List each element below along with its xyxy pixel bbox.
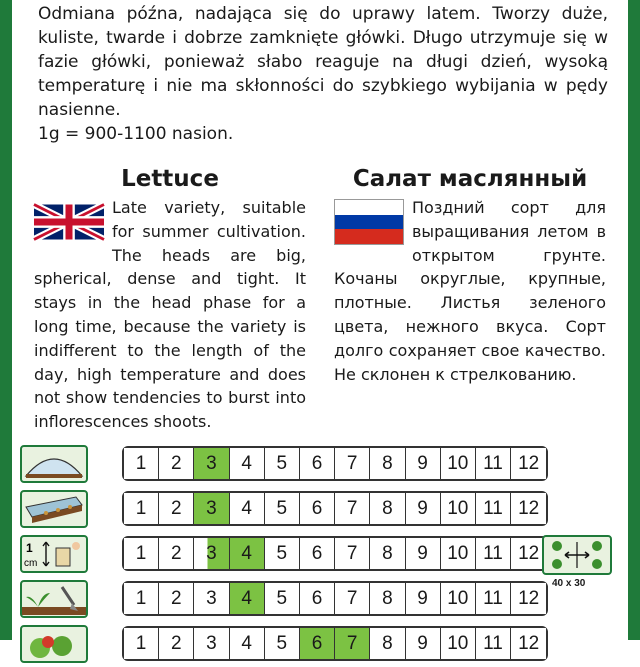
month-cell: 5	[265, 538, 300, 569]
calendar-row	[20, 622, 540, 665]
russian-section	[334, 166, 606, 386]
month-cell: 8	[370, 583, 405, 614]
month-cell: 10	[441, 538, 476, 569]
month-cell: 10	[441, 493, 476, 524]
month-cell: 12	[511, 583, 546, 614]
month-cell: 4	[230, 583, 265, 614]
month-cell: 9	[406, 628, 441, 659]
plant-spacing-icon	[542, 535, 612, 575]
month-cell: 5	[265, 493, 300, 524]
month-cell: 7	[335, 538, 370, 569]
month-cell: 12	[511, 628, 546, 659]
month-cell: 1	[124, 628, 159, 659]
month-cell: 4	[230, 628, 265, 659]
left-border	[0, 0, 12, 640]
month-cell: 9	[406, 538, 441, 569]
month-cell: 6	[300, 448, 335, 479]
russia-flag-icon	[334, 199, 404, 245]
month-cell: 4	[230, 538, 265, 569]
month-cell: 11	[476, 538, 511, 569]
month-cell: 12	[511, 538, 546, 569]
month-cell: 9	[406, 493, 441, 524]
month-cell: 1	[124, 448, 159, 479]
english-body: Late variety, suitable for summer cultivation. The heads are big, spherical, dense and tight. It stays in the head phase for a long time, because the variety is indifferent to the length of the day, high temperature and does not show tendencies to burst into inflorescences shoots.	[34, 198, 306, 432]
month-cell: 10	[441, 583, 476, 614]
month-cell: 6	[300, 493, 335, 524]
calendar-row	[20, 442, 540, 485]
growing-calendar	[20, 442, 540, 667]
month-cell: 11	[476, 448, 511, 479]
month-cell: 11	[476, 628, 511, 659]
month-cell: 5	[265, 448, 300, 479]
month-cell: 2	[159, 448, 194, 479]
greenhouse-sowing-icon	[20, 445, 88, 483]
sowing-depth-icon	[20, 535, 88, 573]
month-cell: 1	[124, 583, 159, 614]
harvest-icon	[20, 625, 88, 663]
uk-flag-icon	[34, 199, 104, 245]
english-title: Lettuce	[121, 166, 219, 192]
month-cell: 1	[124, 493, 159, 524]
month-cell: 8	[370, 628, 405, 659]
svg-text:cm: cm	[24, 557, 38, 569]
month-cell: 7	[335, 628, 370, 659]
month-cell: 8	[370, 493, 405, 524]
polish-body: Odmiana późna, nadająca się do uprawy latem. Tworzy duże, kuliste, twarde i dobrze zamknięte główki. Długo utrzymuje się w fazie główki, ponieważ słabo reaguje na długi dzień, wysoką temperaturę i nie ma skłonności do szybkiego wybijania w pędy nasienne.	[38, 4, 608, 120]
russian-body: Поздний сорт для выращивания летом в открытом грунте. Кочаны округлые, крупные, плотные. Листья зеленого цвета, нежного вкуса. Сорт долго сохраняет свое качество. Не склонен к стрелкованию.	[334, 198, 606, 384]
month-cell: 11	[476, 493, 511, 524]
month-cell: 12	[511, 493, 546, 524]
english-section	[34, 166, 306, 434]
month-cell: 3	[194, 448, 229, 479]
month-cell: 8	[370, 538, 405, 569]
month-cell: 2	[159, 628, 194, 659]
month-cell: 2	[159, 538, 194, 569]
month-cell: 5	[265, 583, 300, 614]
polish-description	[38, 2, 608, 146]
seed-tray-icon	[20, 490, 88, 528]
planting-out-icon	[20, 580, 88, 618]
month-cell: 3	[194, 538, 229, 569]
month-cell: 3	[194, 583, 229, 614]
month-cell: 3	[194, 493, 229, 524]
month-cells	[122, 491, 548, 526]
month-cell: 6	[300, 538, 335, 569]
month-cell: 10	[441, 448, 476, 479]
month-cell: 9	[406, 583, 441, 614]
month-cell: 5	[265, 628, 300, 659]
month-cell: 10	[441, 628, 476, 659]
russian-title: Салат маслянный	[352, 166, 588, 192]
calendar-row	[20, 577, 540, 620]
month-cell: 9	[406, 448, 441, 479]
calendar-row	[20, 487, 540, 530]
month-cells	[122, 581, 548, 616]
month-cell: 11	[476, 583, 511, 614]
month-cell: 6	[300, 583, 335, 614]
month-cell: 2	[159, 493, 194, 524]
right-border	[628, 0, 640, 640]
month-cells	[122, 446, 548, 481]
month-cell: 7	[335, 493, 370, 524]
calendar-row	[20, 532, 540, 575]
month-cells	[122, 536, 548, 571]
month-cell: 8	[370, 448, 405, 479]
month-cells	[122, 626, 548, 661]
month-cell: 7	[335, 583, 370, 614]
month-cell: 7	[335, 448, 370, 479]
month-cell: 1	[124, 538, 159, 569]
month-cell: 4	[230, 493, 265, 524]
polish-seed-count: 1g = 900-1100 nasion.	[38, 124, 234, 144]
month-cell: 3	[194, 628, 229, 659]
month-cell: 12	[511, 448, 546, 479]
month-cell: 4	[230, 448, 265, 479]
spacing-label: 40 x 30	[552, 578, 586, 589]
month-cell: 6	[300, 628, 335, 659]
svg-text:1: 1	[26, 540, 33, 555]
month-cell: 2	[159, 583, 194, 614]
